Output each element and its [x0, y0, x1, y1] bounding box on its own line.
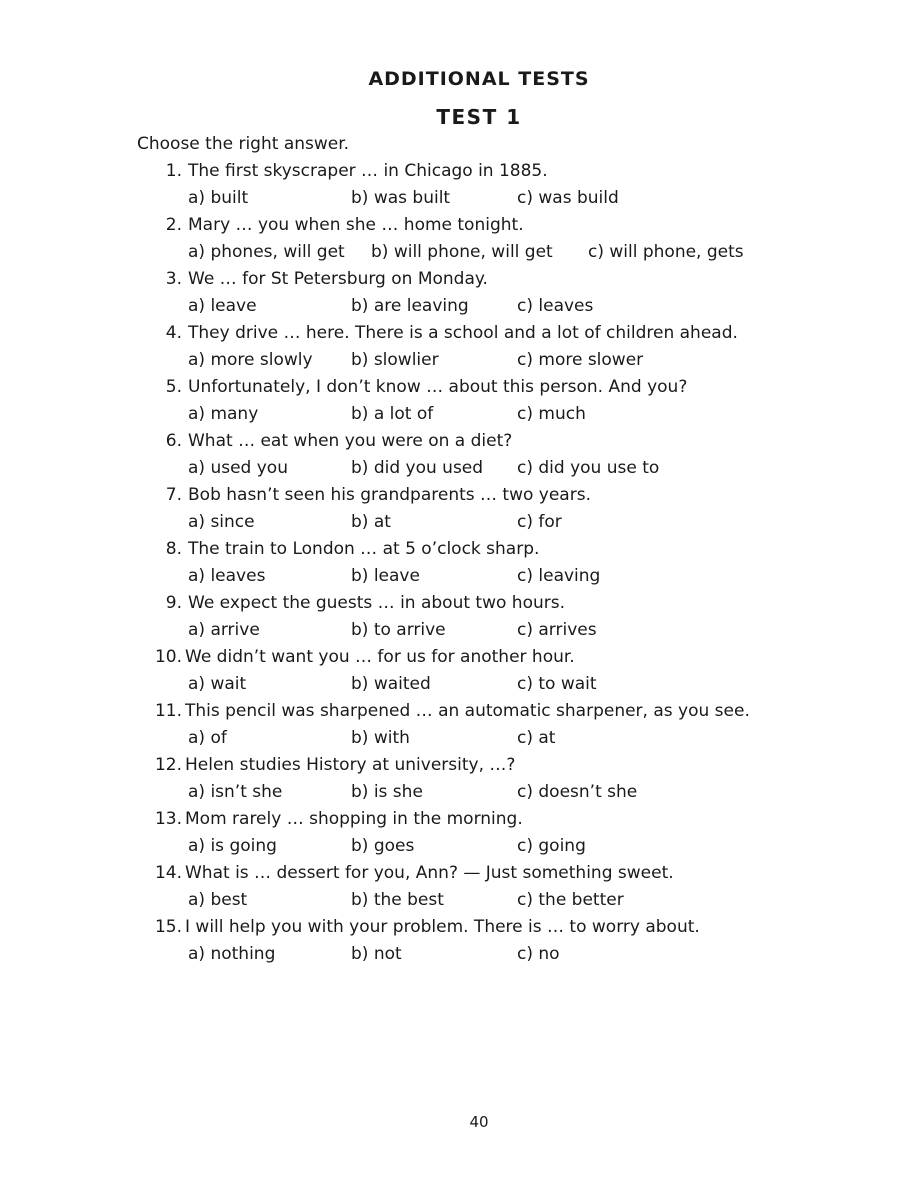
- option-a: a) arrive: [188, 620, 260, 640]
- option-b: b) is she: [351, 782, 423, 802]
- question-item: [0, 536, 900, 590]
- question-number: 2.: [165, 215, 182, 235]
- answer-options: [188, 887, 788, 914]
- instruction-text: Choose the right answer.: [137, 134, 350, 154]
- option-c: c) the better: [517, 890, 624, 910]
- option-c: c) did you use to: [517, 458, 660, 478]
- option-a: a) used you: [188, 458, 288, 478]
- question-number: 15.: [154, 917, 182, 937]
- question-number: 1.: [165, 161, 182, 181]
- answer-options: [188, 239, 788, 266]
- question-number: 8.: [165, 539, 182, 559]
- section-heading: ADDITIONAL TESTS: [368, 68, 590, 90]
- question-text: I will help you with your problem. There is … to worry about.: [185, 917, 700, 937]
- question-item: [0, 320, 900, 374]
- option-b: b) slowlier: [351, 350, 439, 370]
- option-b: b) to arrive: [351, 620, 446, 640]
- question-item: [0, 374, 900, 428]
- question-item: [0, 212, 900, 266]
- question-item: [0, 860, 900, 914]
- option-c: c) much: [517, 404, 586, 424]
- question-text: We didn’t want you … for us for another hour.: [185, 647, 575, 667]
- question-text: We … for St Petersburg on Monday.: [188, 269, 488, 289]
- option-c: c) no: [517, 944, 560, 964]
- test-title: TEST 1: [436, 105, 522, 129]
- question-number: 6.: [165, 431, 182, 451]
- question-text: This pencil was sharpened … an automatic sharpener, as you see.: [185, 701, 750, 721]
- answer-options: [188, 941, 788, 968]
- option-b: b) the best: [351, 890, 444, 910]
- option-b: b) not: [351, 944, 402, 964]
- option-a: a) leaves: [188, 566, 266, 586]
- question-text: The first skyscraper … in Chicago in 1885.: [188, 161, 548, 181]
- question-item: [0, 158, 900, 212]
- question-item: [0, 644, 900, 698]
- question-text: They drive … here. There is a school and a lot of children ahead.: [188, 323, 738, 343]
- option-c: c) leaving: [517, 566, 601, 586]
- question-item: [0, 806, 900, 860]
- answer-options: [188, 401, 788, 428]
- question-list: [0, 158, 900, 968]
- question-text: What … eat when you were on a diet?: [188, 431, 513, 451]
- question-number: 3.: [165, 269, 182, 289]
- answer-options: [188, 563, 788, 590]
- option-a: a) leave: [188, 296, 257, 316]
- option-b: b) leave: [351, 566, 420, 586]
- option-c: c) was build: [517, 188, 619, 208]
- question-item: [0, 590, 900, 644]
- question-number: 11.: [154, 701, 182, 721]
- option-b: b) with: [351, 728, 410, 748]
- answer-options: [188, 725, 788, 752]
- question-item: [0, 698, 900, 752]
- question-text: Mom rarely … shopping in the morning.: [185, 809, 523, 829]
- option-c: c) doesn’t she: [517, 782, 638, 802]
- answer-options: [188, 617, 788, 644]
- option-a: a) since: [188, 512, 255, 532]
- question-item: [0, 482, 900, 536]
- option-b: b) are leaving: [351, 296, 469, 316]
- option-a: a) more slowly: [188, 350, 313, 370]
- option-c: c) at: [517, 728, 556, 748]
- option-a: a) is going: [188, 836, 277, 856]
- option-b: b) goes: [351, 836, 415, 856]
- question-number: 4.: [165, 323, 182, 343]
- option-b: b) was built: [351, 188, 451, 208]
- question-text: Bob hasn’t seen his grandparents … two years.: [188, 485, 591, 505]
- answer-options: [188, 185, 788, 212]
- option-c: c) for: [517, 512, 562, 532]
- option-c: c) to wait: [517, 674, 597, 694]
- page-number: 40: [469, 1113, 489, 1131]
- option-a: a) isn’t she: [188, 782, 283, 802]
- option-a: a) phones, will get: [188, 242, 345, 262]
- option-a: a) nothing: [188, 944, 276, 964]
- answer-options: [188, 455, 788, 482]
- option-b: b) waited: [351, 674, 431, 694]
- question-item: [0, 752, 900, 806]
- option-b: b) at: [351, 512, 391, 532]
- question-text: What is … dessert for you, Ann? — Just something sweet.: [185, 863, 674, 883]
- option-a: a) built: [188, 188, 249, 208]
- answer-options: [188, 347, 788, 374]
- answer-options: [188, 833, 788, 860]
- option-c: c) arrives: [517, 620, 597, 640]
- option-c: c) leaves: [517, 296, 594, 316]
- question-item: [0, 428, 900, 482]
- answer-options: [188, 779, 788, 806]
- question-number: 14.: [154, 863, 182, 883]
- option-b: b) will phone, will get: [371, 242, 553, 262]
- question-text: The train to London … at 5 o’clock sharp.: [188, 539, 540, 559]
- question-number: 9.: [165, 593, 182, 613]
- question-item: [0, 914, 900, 968]
- question-text: Helen studies History at university, …?: [185, 755, 516, 775]
- option-b: b) did you used: [351, 458, 484, 478]
- question-text: We expect the guests … in about two hours.: [188, 593, 566, 613]
- question-number: 12.: [154, 755, 182, 775]
- question-number: 13.: [154, 809, 182, 829]
- question-number: 7.: [165, 485, 182, 505]
- question-number: 10.: [154, 647, 182, 667]
- option-a: a) many: [188, 404, 259, 424]
- question-text: Unfortunately, I don’t know … about this person. And you?: [188, 377, 688, 397]
- answer-options: [188, 293, 788, 320]
- option-a: a) best: [188, 890, 248, 910]
- question-number: 5.: [165, 377, 182, 397]
- option-c: c) more slower: [517, 350, 644, 370]
- option-a: a) wait: [188, 674, 247, 694]
- option-c: c) going: [517, 836, 586, 856]
- option-b: b) a lot of: [351, 404, 434, 424]
- option-a: a) of: [188, 728, 227, 748]
- option-c: c) will phone, gets: [588, 242, 744, 262]
- answer-options: [188, 509, 788, 536]
- question-text: Mary … you when she … home tonight.: [188, 215, 524, 235]
- question-item: [0, 266, 900, 320]
- answer-options: [188, 671, 788, 698]
